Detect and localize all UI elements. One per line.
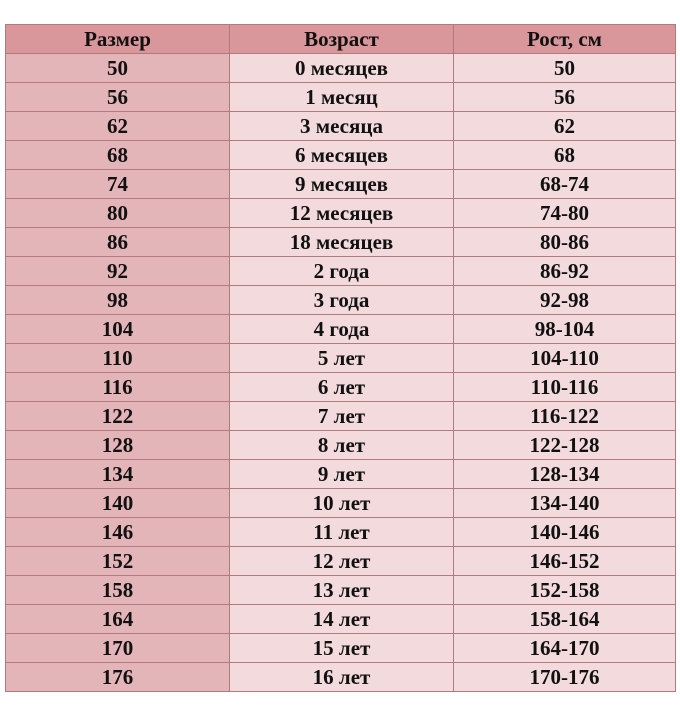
cell-height: 146-152	[454, 547, 676, 576]
table-row	[6, 489, 676, 518]
cell-size: 152	[6, 547, 230, 576]
table-row	[6, 83, 676, 112]
cell-age: 2 года	[230, 257, 454, 286]
cell-height: 68	[454, 141, 676, 170]
cell-age: 8 лет	[230, 431, 454, 460]
cell-size: 134	[6, 460, 230, 489]
size-chart-table	[5, 24, 676, 692]
cell-age: 12 месяцев	[230, 199, 454, 228]
cell-height: 80-86	[454, 228, 676, 257]
table-row	[6, 634, 676, 663]
cell-height: 68-74	[454, 170, 676, 199]
table-row	[6, 605, 676, 634]
table-row	[6, 257, 676, 286]
cell-height: 92-98	[454, 286, 676, 315]
cell-height: 170-176	[454, 663, 676, 692]
cell-size: 68	[6, 141, 230, 170]
cell-age: 6 лет	[230, 373, 454, 402]
cell-height: 134-140	[454, 489, 676, 518]
cell-size: 74	[6, 170, 230, 199]
cell-age: 5 лет	[230, 344, 454, 373]
cell-size: 50	[6, 54, 230, 83]
table-body	[6, 54, 676, 692]
cell-age: 13 лет	[230, 576, 454, 605]
cell-age: 4 года	[230, 315, 454, 344]
cell-size: 170	[6, 634, 230, 663]
cell-height: 56	[454, 83, 676, 112]
cell-size: 104	[6, 315, 230, 344]
table-row	[6, 373, 676, 402]
cell-age: 9 месяцев	[230, 170, 454, 199]
table-row	[6, 199, 676, 228]
cell-size: 80	[6, 199, 230, 228]
cell-height: 128-134	[454, 460, 676, 489]
cell-age: 15 лет	[230, 634, 454, 663]
cell-height: 86-92	[454, 257, 676, 286]
cell-age: 14 лет	[230, 605, 454, 634]
cell-size: 128	[6, 431, 230, 460]
cell-size: 158	[6, 576, 230, 605]
header-size: Размер	[6, 25, 230, 54]
cell-height: 104-110	[454, 344, 676, 373]
cell-height: 116-122	[454, 402, 676, 431]
cell-age: 6 месяцев	[230, 141, 454, 170]
table-row	[6, 54, 676, 83]
cell-size: 116	[6, 373, 230, 402]
header-row	[6, 25, 676, 54]
cell-age: 16 лет	[230, 663, 454, 692]
table-row	[6, 170, 676, 199]
table-row	[6, 228, 676, 257]
cell-height: 62	[454, 112, 676, 141]
cell-age: 7 лет	[230, 402, 454, 431]
table-row	[6, 431, 676, 460]
table-header	[6, 25, 676, 54]
table-row	[6, 344, 676, 373]
table-row	[6, 518, 676, 547]
cell-size: 146	[6, 518, 230, 547]
header-height: Рост, см	[454, 25, 676, 54]
table-row	[6, 576, 676, 605]
cell-size: 86	[6, 228, 230, 257]
cell-height: 50	[454, 54, 676, 83]
cell-height: 158-164	[454, 605, 676, 634]
cell-age: 12 лет	[230, 547, 454, 576]
cell-size: 140	[6, 489, 230, 518]
table-row	[6, 286, 676, 315]
cell-age: 9 лет	[230, 460, 454, 489]
cell-age: 10 лет	[230, 489, 454, 518]
cell-size: 164	[6, 605, 230, 634]
table-row	[6, 141, 676, 170]
table-row	[6, 547, 676, 576]
cell-height: 164-170	[454, 634, 676, 663]
cell-size: 62	[6, 112, 230, 141]
cell-size: 176	[6, 663, 230, 692]
table-row	[6, 460, 676, 489]
table-row	[6, 315, 676, 344]
cell-height: 110-116	[454, 373, 676, 402]
table-row	[6, 402, 676, 431]
cell-height: 140-146	[454, 518, 676, 547]
cell-age: 3 года	[230, 286, 454, 315]
cell-size: 110	[6, 344, 230, 373]
cell-age: 1 месяц	[230, 83, 454, 112]
cell-size: 56	[6, 83, 230, 112]
cell-age: 18 месяцев	[230, 228, 454, 257]
cell-height: 98-104	[454, 315, 676, 344]
cell-age: 0 месяцев	[230, 54, 454, 83]
cell-height: 152-158	[454, 576, 676, 605]
cell-size: 92	[6, 257, 230, 286]
cell-size: 98	[6, 286, 230, 315]
table-row	[6, 112, 676, 141]
header-age: Возраст	[230, 25, 454, 54]
cell-age: 3 месяца	[230, 112, 454, 141]
table-row	[6, 663, 676, 692]
cell-height: 74-80	[454, 199, 676, 228]
cell-age: 11 лет	[230, 518, 454, 547]
cell-height: 122-128	[454, 431, 676, 460]
cell-size: 122	[6, 402, 230, 431]
